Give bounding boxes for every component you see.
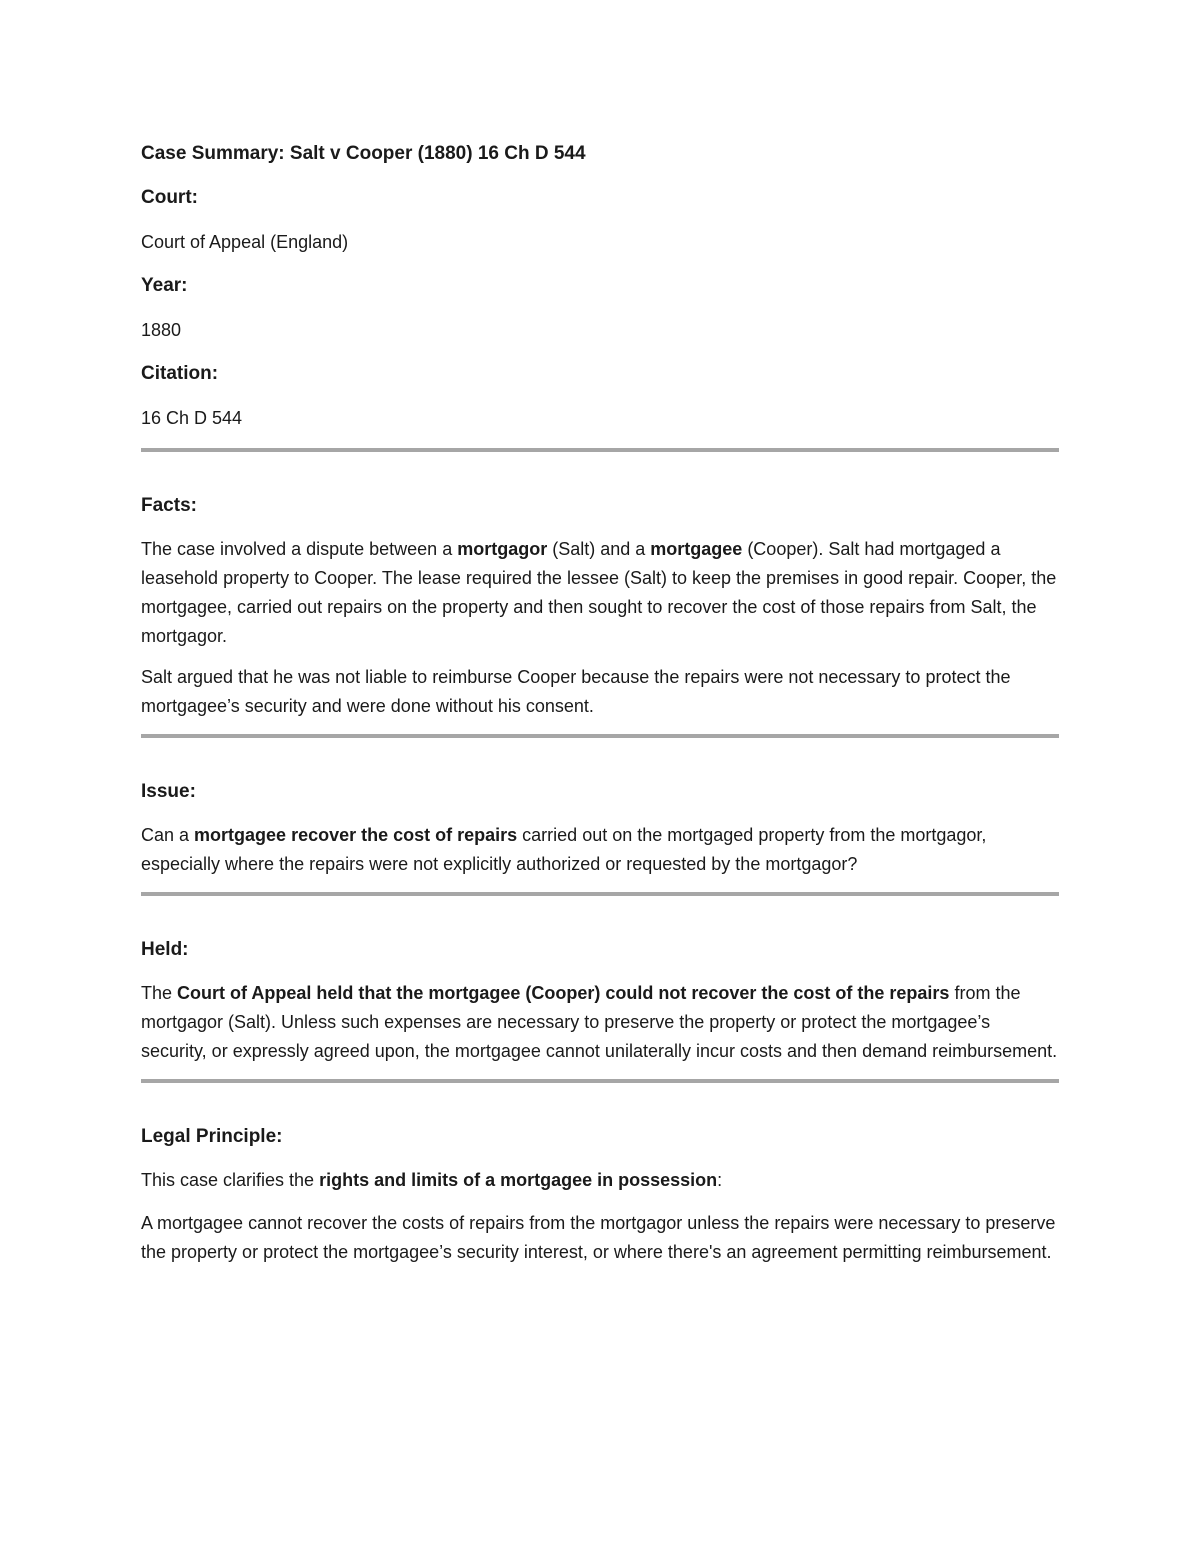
principle-text-2: :	[717, 1170, 723, 1190]
year-label: Year:	[141, 275, 188, 296]
facts-paragraph-1	[141, 535, 1059, 651]
section-divider	[141, 1079, 1059, 1083]
section-divider	[141, 734, 1059, 738]
year-value: 1880	[141, 320, 182, 340]
facts-text-1: The case involved a dispute between a	[141, 539, 458, 559]
issue-text-2: carried out on the mortgaged property from the mortgagor, especially where the repairs were not explicitly authorized or requested by the mortgagor?	[141, 825, 987, 874]
issue-paragraph	[141, 821, 1059, 879]
facts-bold-mortgagor: mortgagor	[457, 539, 548, 559]
document-page	[141, 140, 1059, 1267]
court-label: Court:	[141, 187, 198, 208]
issue-bold: mortgagee recover the cost of repairs	[194, 825, 518, 845]
held-bold: Court of Appeal held that the mortgagee (Cooper) could not recover the cost of the repairs	[177, 983, 950, 1003]
section-divider	[141, 448, 1059, 452]
facts-bold-mortgagee: mortgagee	[650, 539, 743, 559]
facts-label: Facts:	[141, 495, 197, 516]
citation-value: 16 Ch D 544	[141, 408, 243, 428]
citation-label: Citation:	[141, 363, 219, 384]
principle-bold: rights and limits of a mortgagee in possession	[319, 1170, 718, 1190]
principle-paragraph-2: A mortgagee cannot recover the costs of repairs from the mortgagor unless the repairs were necessary to preserve the property or protect the mortgagee’s security interest, or where there's an agreement permitting reimbursement.	[141, 1213, 1056, 1262]
facts-paragraph-2: Salt argued that he was not liable to reimburse Cooper because the repairs were not necessary to protect the mortgagee’s security and were done without his consent.	[141, 667, 1011, 716]
principle-label: Legal Principle:	[141, 1126, 283, 1147]
issue-label: Issue:	[141, 781, 196, 802]
facts-text-2: (Salt) and a	[547, 539, 651, 559]
section-divider	[141, 892, 1059, 896]
held-text-1: The	[141, 983, 178, 1003]
court-value: Court of Appeal (England)	[141, 232, 349, 252]
held-paragraph	[141, 979, 1059, 1066]
held-label: Held:	[141, 939, 189, 960]
principle-paragraph-1	[141, 1166, 1059, 1195]
held-text-2: from the mortgagor (Salt). Unless such expenses are necessary to preserve the property or protect the mortgagee’s security, or expressly agreed upon, the mortgagee cannot unilaterally incur costs and then demand reimbursement.	[141, 983, 1058, 1061]
issue-text-1: Can a	[141, 825, 195, 845]
facts-text-3: (Cooper). Salt had mortgaged a leasehold property to Cooper. The lease required the lessee (Salt) to keep the premises in good repair. Cooper, the mortgagee, carried out repairs on the property and then sought to recover the cost of those repairs from Salt, the mortgagor.	[141, 539, 1057, 646]
principle-text-1: This case clarifies the	[141, 1170, 320, 1190]
document-title: Case Summary: Salt v Cooper (1880) 16 Ch D 544	[141, 143, 586, 164]
